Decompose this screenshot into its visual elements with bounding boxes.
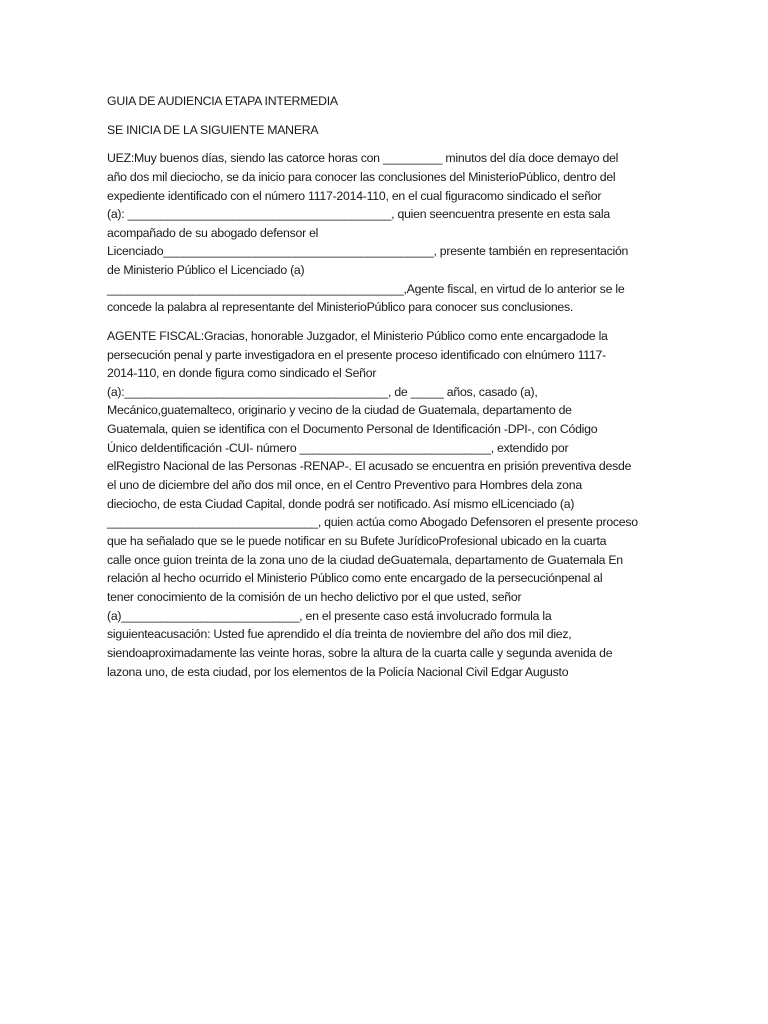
text-line: _____________________________________________,Agente fiscal, en virtud de lo anterior se le [107,282,625,296]
text-line: concede la palabra al representante del MinisterioPúblico para conocer sus conclusiones. [107,300,574,314]
text-line: Guatemala, quien se identifica con el Documento Personal de Identificación -DPI-, con Código [107,422,598,436]
text-line: acompañado de su abogado defensor el [107,226,319,240]
text-line: 2014-110, en donde figura como sindicado el Señor [107,366,377,380]
text-line: ________________________________, quien actúa como Abogado Defensoren el presente proceso [107,515,638,529]
text-line: relación al hecho ocurrido el Ministerio Público como ente encargado de la persecuciónpenal al [107,571,603,585]
document-title: GUIA DE AUDIENCIA ETAPA INTERMEDIA [107,94,338,108]
text-line: tener conocimiento de la comisión de un hecho delictivo por el que usted, señor [107,590,522,604]
text-line: (a):________________________________________, de _____ años, casado (a), [107,385,538,399]
text-line: siguienteacusación: Usted fue aprendido el día treinta de noviembre del año dos mil diez, [107,627,572,641]
text-line: UEZ:Muy buenos días, siendo las catorce horas con _________ minutos del día doce demayo del [107,151,619,165]
text-line: el uno de diciembre del año dos mil once, en el Centro Preventivo para Hombres dela zona [107,478,582,492]
text-line: persecución penal y parte investigadora en el presente proceso identificado con elnúmero 1117- [107,348,606,362]
text-line: calle once guion treinta de la zona uno de la ciudad deGuatemala, departamento de Guatemala En [107,553,623,567]
text-line: (a)___________________________, en el presente caso está involucrado formula la [107,609,552,623]
text-line: (a): ________________________________________, quien seencuentra presente en esta sala [107,207,610,221]
text-line: de Ministerio Público el Licenciado (a) [107,263,305,277]
text-line: Licenciado_________________________________________, presente también en representación [107,244,629,258]
text-line: lazona uno, de esta ciudad, por los elementos de la Policía Nacional Civil Edgar Augusto [107,665,569,679]
text-line: Único deIdentificación -CUI- número _____________________________, extendido por [107,441,569,455]
document-subtitle: SE INICIA DE LA SIGUIENTE MANERA [107,123,319,137]
text-line: año dos mil dieciocho, se da inicio para conocer las conclusiones del MinisterioPúblico, dentro del [107,170,616,184]
text-line: expediente identificado con el número 1117-2014-110, en el cual figuracomo sindicado el señor [107,189,602,203]
text-line: que ha señalado que se le puede notificar en su Bufete JurídicoProfesional ubicado en la cuarta [107,534,607,548]
text-line: siendoaproximadamente las veinte horas, sobre la altura de la cuarta calle y segunda avenida de [107,646,613,660]
text-line: AGENTE FISCAL:Gracias, honorable Juzgador, el Ministerio Público como ente encargadode la [107,329,608,343]
text-line: elRegistro Nacional de las Personas -RENAP-. El acusado se encuentra en prisión preventiva desde [107,459,632,473]
text-line: Mecánico,guatemalteco, originario y vecino de la ciudad de Guatemala, departamento de [107,403,572,417]
text-line: dieciocho, de esta Ciudad Capital, donde podrá ser notificado. Así mismo elLicenciado (a) [107,497,575,511]
